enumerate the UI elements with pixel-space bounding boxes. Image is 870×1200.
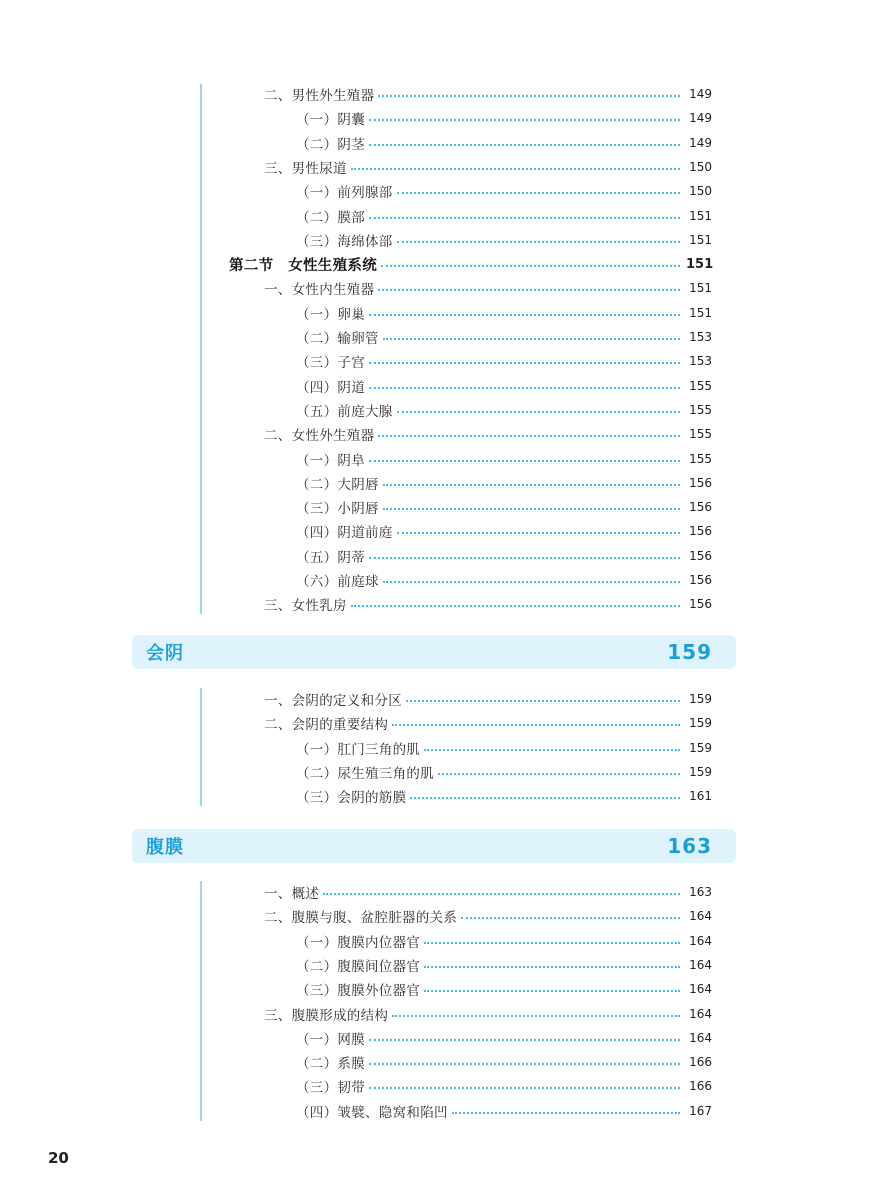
dot-leader xyxy=(397,192,680,194)
toc-entry[interactable] xyxy=(0,131,870,155)
toc-entry-page: 159 xyxy=(689,716,712,731)
toc-entry-label: （一）网膜 xyxy=(296,1031,365,1048)
toc-entry[interactable] xyxy=(0,904,870,928)
dot-leader xyxy=(397,241,680,243)
dot-leader xyxy=(369,460,680,462)
dot-leader xyxy=(369,314,680,316)
toc-entry-page: 150 xyxy=(689,184,712,199)
dot-leader xyxy=(461,917,680,919)
toc-entry-label: （四）阴道前庭 xyxy=(296,525,393,542)
toc-entry-label: 三、女性乳房 xyxy=(264,598,347,615)
dot-leader xyxy=(369,1039,680,1041)
toc-entry-page: 156 xyxy=(689,573,712,587)
dot-leader xyxy=(383,508,680,510)
toc-entry[interactable] xyxy=(0,1002,870,1026)
toc-entry[interactable] xyxy=(0,422,870,446)
toc-entry-page: 156 xyxy=(689,475,712,490)
toc-entry[interactable] xyxy=(0,736,870,760)
dot-leader xyxy=(351,168,680,170)
toc-entry[interactable] xyxy=(0,106,870,130)
chapter-title: 腹膜 xyxy=(146,837,184,858)
dot-leader xyxy=(369,119,680,121)
toc-entry-label: 一、女性内生殖器 xyxy=(264,282,375,299)
toc-entry-label: （一）阴阜 xyxy=(296,452,365,469)
toc-entry-page: 155 xyxy=(689,402,712,417)
toc-entry[interactable] xyxy=(0,953,870,977)
dot-leader xyxy=(397,411,680,413)
toc-entry-page: 164 xyxy=(689,982,712,997)
toc-entry-page: 164 xyxy=(689,909,712,924)
chapter-page: 163 xyxy=(667,834,712,858)
toc-entry-page: 151 xyxy=(689,208,712,223)
toc-entry-label: （三）子宫 xyxy=(296,355,365,372)
toc-entry-page: 167 xyxy=(689,1103,712,1118)
dot-leader xyxy=(383,338,680,340)
toc-entry[interactable] xyxy=(0,398,870,422)
dot-leader xyxy=(452,1112,680,1114)
toc-entry[interactable] xyxy=(0,447,870,471)
toc-entry[interactable] xyxy=(0,349,870,373)
dot-leader xyxy=(424,942,680,944)
toc-entry[interactable] xyxy=(0,228,870,252)
toc-entry-page: 164 xyxy=(689,1006,712,1021)
toc-entry[interactable] xyxy=(0,276,870,300)
dot-leader xyxy=(323,893,680,895)
toc-entry-label: （一）阴囊 xyxy=(296,112,365,129)
toc-entry-page: 159 xyxy=(689,740,712,755)
toc-entry-page: 149 xyxy=(689,87,712,101)
toc-entry[interactable] xyxy=(0,592,870,616)
toc-entry[interactable] xyxy=(0,155,870,179)
toc-entry-label: （三）腹膜外位器官 xyxy=(296,983,421,1000)
dot-leader xyxy=(351,605,680,607)
toc-entry-page: 151 xyxy=(689,281,712,296)
toc-entry-page: 156 xyxy=(689,500,712,515)
toc-entry[interactable] xyxy=(0,977,870,1001)
toc-entry-label: 一、概述 xyxy=(264,886,320,902)
toc-entry-label: （四）皱襞、隐窝和陷凹 xyxy=(296,1104,448,1121)
dot-leader xyxy=(424,966,680,968)
dot-leader xyxy=(369,362,680,364)
toc-entry-page: 164 xyxy=(689,957,712,972)
toc-entry-label: （五）前庭大腺 xyxy=(296,403,393,420)
toc-entry-label: 二、腹膜与腹、盆腔脏器的关系 xyxy=(264,910,458,927)
toc-entry-label: （一）腹膜内位器官 xyxy=(296,934,421,951)
toc-entry-page: 166 xyxy=(689,1079,712,1094)
dot-leader xyxy=(383,581,680,583)
toc-entry-page: 164 xyxy=(689,933,712,948)
toc-entry[interactable] xyxy=(0,687,870,711)
dot-leader xyxy=(369,144,680,146)
toc-entry[interactable] xyxy=(0,711,870,735)
toc-entry-label: （二）大阴唇 xyxy=(296,476,379,493)
toc-entry[interactable] xyxy=(0,82,870,106)
chapter-banner-peritoneum[interactable] xyxy=(132,829,736,863)
dot-leader xyxy=(383,484,680,486)
toc-entry-page: 149 xyxy=(689,135,712,150)
dot-leader xyxy=(424,749,680,751)
toc-entry-label: （二）腹膜间位器官 xyxy=(296,958,421,975)
toc-entry[interactable] xyxy=(0,1050,870,1074)
dot-leader xyxy=(378,95,680,97)
toc-entry-page: 151 xyxy=(689,232,712,247)
toc-entry-label: （三）会阴的筋膜 xyxy=(296,790,407,807)
toc-entry-label: （一）前列腺部 xyxy=(296,185,393,202)
toc-entry[interactable] xyxy=(0,301,870,325)
toc-entry[interactable] xyxy=(0,568,870,592)
toc-entry-page: 156 xyxy=(689,597,712,612)
toc-entry-page: 159 xyxy=(689,692,712,706)
toc-entry-page: 163 xyxy=(689,885,712,899)
toc-entry-page: 149 xyxy=(689,111,712,126)
toc-entry[interactable] xyxy=(0,204,870,228)
toc-entry-page: 156 xyxy=(689,524,712,539)
toc-entry[interactable] xyxy=(0,179,870,203)
toc-entry-page: 166 xyxy=(689,1055,712,1070)
dot-leader xyxy=(397,532,680,534)
toc-entry-label: 二、会阴的重要结构 xyxy=(264,717,389,734)
toc-entry-label: 二、男性外生殖器 xyxy=(264,88,375,104)
toc-entry[interactable] xyxy=(0,544,870,568)
toc-entry-label: （二）输卵管 xyxy=(296,331,379,347)
toc-entry[interactable] xyxy=(0,325,870,349)
toc-entry-label: （六）前庭球 xyxy=(296,574,379,590)
dot-leader xyxy=(369,1063,680,1065)
toc-entry-label: （二）系膜 xyxy=(296,1056,365,1073)
toc-entry-label: （一）肛门三角的肌 xyxy=(296,741,421,758)
dot-leader xyxy=(369,217,680,219)
page-number: 20 xyxy=(48,1149,69,1167)
toc-entry-label: 三、腹膜形成的结构 xyxy=(264,1007,389,1024)
toc-entry-page: 153 xyxy=(689,330,712,344)
toc-entry-page: 161 xyxy=(689,789,712,804)
dot-leader xyxy=(392,724,680,726)
toc-entry[interactable] xyxy=(0,1099,870,1123)
toc-entry-page: 150 xyxy=(689,159,712,174)
toc-entry[interactable] xyxy=(0,760,870,784)
dot-leader xyxy=(410,797,680,799)
toc-entry-label: （四）阴道 xyxy=(296,379,365,396)
toc-entry-page: 159 xyxy=(689,764,712,779)
dot-leader xyxy=(369,557,680,559)
toc-entry-page: 151 xyxy=(686,256,714,272)
toc-entry[interactable] xyxy=(0,252,870,276)
dot-leader xyxy=(369,1087,680,1089)
toc-entry-label: （三）小阴唇 xyxy=(296,501,379,518)
toc-entry-label: （五）阴蒂 xyxy=(296,549,365,566)
dot-leader xyxy=(438,773,680,775)
dot-leader xyxy=(381,265,680,267)
toc-entry-page: 156 xyxy=(689,548,712,563)
toc-entry-page: 155 xyxy=(689,451,712,466)
toc-entry[interactable] xyxy=(0,519,870,543)
toc-entry[interactable] xyxy=(0,495,870,519)
dot-leader xyxy=(369,387,680,389)
toc-entry[interactable] xyxy=(0,471,870,495)
dot-leader xyxy=(424,990,680,992)
toc-entry[interactable] xyxy=(0,929,870,953)
toc-entry[interactable] xyxy=(0,374,870,398)
toc-entry-page: 155 xyxy=(689,378,712,393)
toc-entry[interactable] xyxy=(0,1026,870,1050)
dot-leader xyxy=(406,700,680,702)
toc-entry-label: 二、女性外生殖器 xyxy=(264,428,375,445)
toc-entry-page: 153 xyxy=(689,354,712,369)
dot-leader xyxy=(378,289,680,291)
toc-entry[interactable] xyxy=(0,880,870,904)
toc-entry[interactable] xyxy=(0,1074,870,1098)
chapter-title: 会阴 xyxy=(146,643,184,664)
dot-leader xyxy=(392,1015,680,1017)
toc-entry-page: 151 xyxy=(689,305,712,320)
toc-entry-label: 一、会阴的定义和分区 xyxy=(264,693,402,709)
toc-entry-label: 三、男性尿道 xyxy=(264,160,347,177)
toc-entry-page: 164 xyxy=(689,1030,712,1045)
toc-entry-label: （二）膜部 xyxy=(296,209,365,226)
toc-entry-label: 第二节 女性生殖系统 xyxy=(229,257,377,274)
toc-entry-page: 155 xyxy=(689,427,712,442)
toc-entry-label: （二）尿生殖三角的肌 xyxy=(296,765,434,782)
toc-entry[interactable] xyxy=(0,784,870,808)
chapter-page: 159 xyxy=(667,640,712,664)
chapter-banner-perineum[interactable] xyxy=(132,635,736,669)
toc-entry-label: （二）阴茎 xyxy=(296,136,365,153)
toc-entry-label: （一）卵巢 xyxy=(296,306,365,323)
dot-leader xyxy=(378,435,680,437)
toc-entry-label: （三）海绵体部 xyxy=(296,233,393,250)
toc-entry-label: （三）韧带 xyxy=(296,1080,365,1097)
